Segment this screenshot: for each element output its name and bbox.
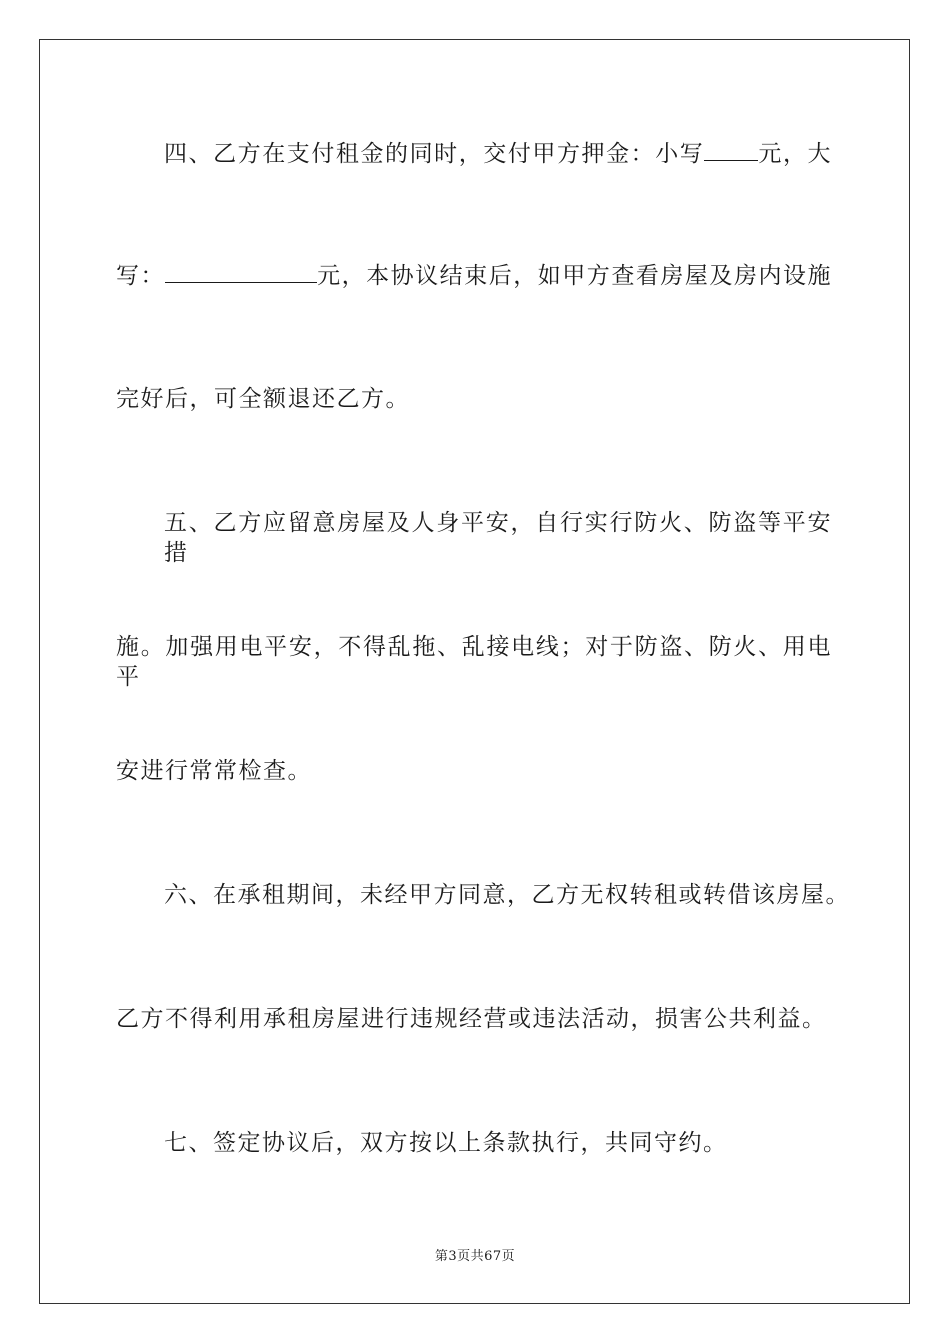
paragraph-6-line-1: 六、在承租期间，未经甲方同意，乙方无权转租或转借该房屋。 xyxy=(164,882,850,908)
page-number: 第3页 xyxy=(434,1249,471,1264)
paragraph-5-line-1: 五、乙方应留意房屋及人身平安，自行实行防火、防盗等平安措 xyxy=(164,510,832,566)
paragraph-5-line-3: 安进行常常检查。 xyxy=(116,758,312,784)
paragraph-4-line-2 xyxy=(116,260,832,291)
deposit-large-amount-blank xyxy=(165,260,317,283)
paragraph-5-line-2: 施。加强用电平安，不得乱拖、乱接电线；对于防盗、防火、用电平 xyxy=(116,634,832,690)
paragraph-4-line-3: 完好后，可全额退还乙方。 xyxy=(116,386,410,412)
paragraph-7-line-1: 七、签定协议后，双方按以上条款执行，共同守约。 xyxy=(164,1130,728,1156)
paragraph-4-line-1-text-b: 元，大 xyxy=(758,141,833,167)
page-total: 共67页 xyxy=(470,1249,516,1264)
paragraph-4-line-2-text-b: 元，本协议结束后，如甲方查看房屋及房内设施 xyxy=(317,263,833,289)
page-footer xyxy=(0,1248,950,1266)
deposit-small-amount-blank xyxy=(704,138,758,161)
paragraph-6-line-2: 乙方不得利用承租房屋进行违规经营或违法活动，损害公共利益。 xyxy=(116,1006,827,1032)
paragraph-4-line-1-text-a: 四、乙方在支付租金的同时，交付甲方押金：小写 xyxy=(164,141,705,167)
paragraph-4-line-2-text-a: 写： xyxy=(116,263,166,289)
paragraph-4-line-1 xyxy=(164,138,832,169)
